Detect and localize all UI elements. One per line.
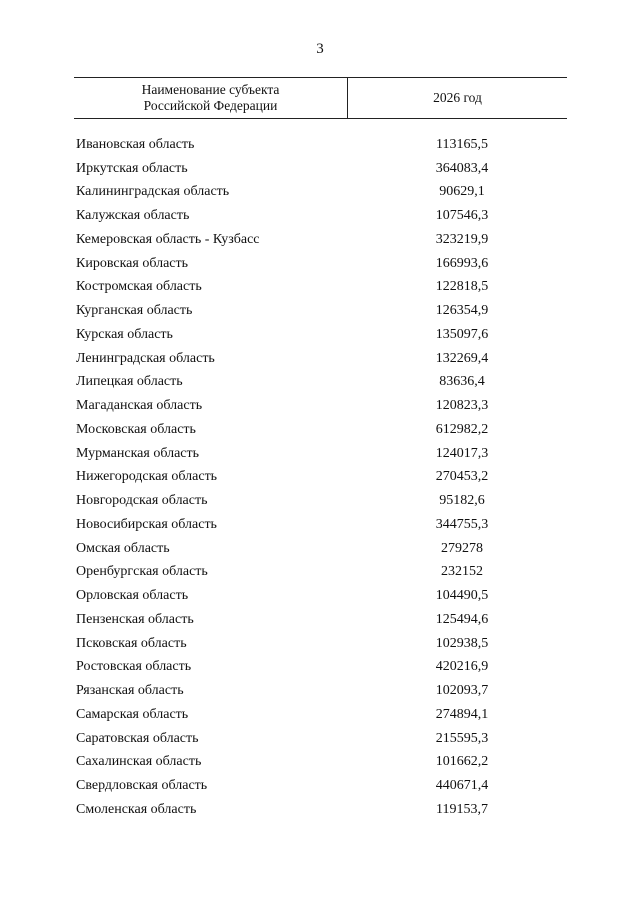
subject-value: 83636,4 bbox=[439, 374, 485, 390]
subject-name: Сахалинская область bbox=[76, 754, 202, 770]
subject-value: 126354,9 bbox=[435, 303, 489, 319]
table-row bbox=[76, 157, 566, 181]
subject-name: Псковская область bbox=[76, 635, 187, 651]
subject-value: 120823,3 bbox=[435, 398, 489, 414]
subject-name: Орловская область bbox=[76, 588, 189, 604]
subject-value: 364083,4 bbox=[435, 160, 489, 176]
table-header bbox=[74, 77, 567, 119]
column-header-subject-line2: Российской Федерации bbox=[143, 98, 278, 113]
subject-name: Магаданская область bbox=[76, 398, 203, 414]
table-row bbox=[76, 561, 566, 585]
table-row bbox=[76, 442, 566, 466]
subject-value: 113165,5 bbox=[436, 136, 488, 152]
table-row bbox=[76, 656, 566, 680]
subject-name: Новосибирская область bbox=[76, 516, 217, 532]
subject-name: Оренбургская область bbox=[76, 564, 208, 580]
subject-value: 440671,4 bbox=[435, 778, 489, 794]
column-header-year: 2026 год bbox=[433, 90, 482, 105]
table-row bbox=[76, 252, 566, 276]
table-row bbox=[76, 394, 566, 418]
subject-value: 135097,6 bbox=[435, 326, 489, 342]
subject-name: Новгородская область bbox=[76, 493, 208, 509]
subject-value: 122818,5 bbox=[435, 279, 489, 295]
table-row bbox=[76, 727, 566, 751]
subject-name: Курганская область bbox=[76, 303, 193, 319]
table-row bbox=[76, 584, 566, 608]
subject-name: Рязанская область bbox=[76, 683, 184, 699]
subject-name: Курская область bbox=[76, 326, 173, 342]
subject-name: Ивановская область bbox=[76, 136, 195, 152]
subject-name: Кемеровская область - Кузбасс bbox=[76, 231, 260, 247]
subject-name: Саратовская область bbox=[76, 730, 199, 746]
subject-name: Омская область bbox=[76, 540, 170, 556]
table-row bbox=[76, 489, 566, 513]
subject-value: 90629,1 bbox=[439, 184, 485, 200]
subject-name: Кировская область bbox=[76, 255, 189, 271]
table-row bbox=[76, 323, 566, 347]
subject-value: 125494,6 bbox=[435, 611, 489, 627]
table-row bbox=[76, 228, 566, 252]
table-row bbox=[76, 371, 566, 395]
table-row bbox=[76, 751, 566, 775]
subject-value: 420216,9 bbox=[435, 659, 489, 675]
subject-name: Самарская область bbox=[76, 706, 189, 722]
table-row bbox=[76, 774, 566, 798]
table-row bbox=[76, 181, 566, 205]
table-row bbox=[76, 513, 566, 537]
subject-value: 274894,1 bbox=[435, 706, 489, 722]
subject-name: Костромская область bbox=[76, 279, 202, 295]
subject-name: Смоленская область bbox=[76, 801, 197, 817]
subject-value: 270453,2 bbox=[435, 469, 489, 485]
table-row bbox=[76, 299, 566, 323]
table-row bbox=[76, 133, 566, 157]
table-row bbox=[76, 608, 566, 632]
subject-value: 102938,5 bbox=[435, 635, 489, 651]
subject-name: Липецкая область bbox=[76, 374, 183, 390]
subject-value: 124017,3 bbox=[435, 445, 489, 461]
column-header-subject-line1: Наименование субъекта bbox=[141, 82, 280, 97]
subject-name: Нижегородская область bbox=[76, 469, 218, 485]
table-body bbox=[76, 133, 566, 822]
table-row bbox=[76, 418, 566, 442]
subject-name: Калужская область bbox=[76, 208, 190, 224]
subject-name: Пензенская область bbox=[76, 611, 194, 627]
subject-value: 323219,9 bbox=[435, 231, 489, 247]
subject-name: Ленинградская область bbox=[76, 350, 215, 366]
table-row bbox=[76, 347, 566, 371]
table-row bbox=[76, 204, 566, 228]
subject-value: 279278 bbox=[441, 540, 483, 556]
table-row bbox=[76, 276, 566, 300]
subject-value: 119153,7 bbox=[436, 801, 488, 817]
subject-name: Ростовская область bbox=[76, 659, 192, 675]
subject-value: 107546,3 bbox=[435, 208, 489, 224]
column-header-subject bbox=[74, 78, 348, 118]
subject-value: 232152 bbox=[441, 564, 483, 580]
subject-value: 132269,4 bbox=[435, 350, 489, 366]
subject-name: Калининградская область bbox=[76, 184, 230, 200]
table-row bbox=[76, 632, 566, 656]
subject-value: 344755,3 bbox=[435, 516, 489, 532]
subject-value: 104490,5 bbox=[435, 588, 489, 604]
subject-value: 612982,2 bbox=[435, 421, 489, 437]
subject-name: Свердловская область bbox=[76, 778, 208, 794]
subject-value: 102093,7 bbox=[435, 683, 489, 699]
table-row bbox=[76, 679, 566, 703]
subject-name: Мурманская область bbox=[76, 445, 200, 461]
subject-value: 95182,6 bbox=[439, 493, 485, 509]
table-row bbox=[76, 703, 566, 727]
subject-name: Иркутская область bbox=[76, 160, 188, 176]
table-row bbox=[76, 798, 566, 822]
page-number: 3 bbox=[316, 41, 324, 57]
subject-value: 215595,3 bbox=[435, 730, 489, 746]
subject-name: Московская область bbox=[76, 421, 196, 437]
table-row bbox=[76, 537, 566, 561]
table-row bbox=[76, 466, 566, 490]
subject-value: 166993,6 bbox=[435, 255, 489, 271]
subject-value: 101662,2 bbox=[435, 754, 489, 770]
